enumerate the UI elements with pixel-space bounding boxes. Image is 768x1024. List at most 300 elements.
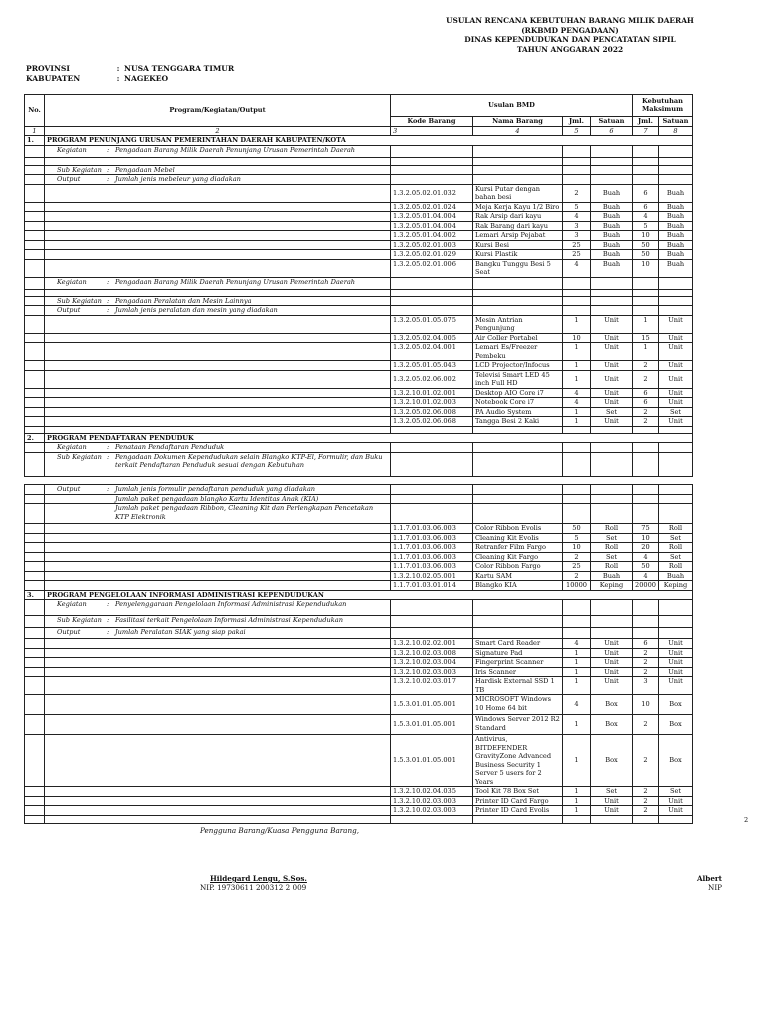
item-kode: 1.3.2.05.01.04.002: [391, 231, 473, 241]
empty-row: [25, 815, 693, 823]
item-kode: 1.3.2.05.02.01.024: [391, 202, 473, 212]
no-cell: [25, 735, 45, 787]
sub-kegiatan-row-label: Sub Kegiatan: [57, 165, 102, 174]
no-cell: [25, 370, 45, 388]
empty-cell: [591, 296, 633, 306]
item-row: [25, 250, 693, 260]
item-satuan: Unit: [591, 388, 633, 398]
item-kode: 1.3.2.05.02.01.006: [391, 259, 473, 277]
item-kebutuhan-jml: 2: [633, 787, 659, 797]
program-number: 3.: [25, 590, 45, 600]
empty-cell: [591, 494, 633, 504]
item-jml: 1: [563, 417, 591, 427]
item-jml: 4: [563, 388, 591, 398]
item-satuan: Unit: [591, 361, 633, 371]
program-cell: [45, 333, 391, 343]
output-row-content: [47, 485, 388, 494]
item-row: [25, 571, 693, 581]
item-row: [25, 407, 693, 417]
kegiatan-row: [25, 600, 693, 616]
item-satuan: Box: [591, 715, 633, 735]
item-satuan: Box: [591, 735, 633, 787]
item-nama: Signature Pad: [473, 648, 563, 658]
kegiatan-row-colon: :: [107, 277, 110, 286]
item-satuan: Buah: [591, 231, 633, 241]
empty-cell: [473, 145, 563, 157]
signatory-left-nip: NIP. 19730611 200312 2 009: [200, 883, 307, 892]
item-nama: Cleaning Kit Fargo: [473, 552, 563, 562]
column-number-row: [25, 126, 693, 136]
sub-kegiatan-row-colon: :: [107, 452, 110, 461]
program-cell: [45, 184, 391, 202]
program-cell: [45, 398, 391, 408]
empty-cell: [591, 165, 633, 175]
sub-kegiatan-row-cell: [45, 165, 391, 175]
item-jml: 1: [563, 407, 591, 417]
col-num: 2: [45, 126, 391, 136]
item-kode: 1.3.2.05.02.06.068: [391, 417, 473, 427]
sub-kegiatan-row-label: Sub Kegiatan: [57, 616, 102, 624]
page-number: 2: [744, 816, 749, 824]
item-kode: 1.5.3.01.01.05.001: [391, 735, 473, 787]
program-cell: [45, 695, 391, 715]
item-kebutuhan-jml: 10: [633, 259, 659, 277]
no-cell: [25, 504, 45, 524]
kegiatan-row-text: Pengadaan Barang Milik Daerah Penunjang Urusan Pemerintah Daerah: [115, 277, 356, 286]
no-cell: [25, 165, 45, 175]
item-kebutuhan-satuan: Buah: [659, 571, 693, 581]
item-kode: 1.1.7.01.03.06.003: [391, 533, 473, 543]
item-kode: 1.3.2.05.02.01.032: [391, 184, 473, 202]
item-row: [25, 398, 693, 408]
program-number: 1.: [25, 136, 45, 146]
item-jml: 25: [563, 240, 591, 250]
empty-cell: [633, 815, 659, 823]
program-cell: [45, 562, 391, 572]
sub-kegiatan-row-cell: [45, 616, 391, 628]
empty-cell: [633, 157, 659, 165]
no-cell: [25, 296, 45, 306]
item-jml: 1: [563, 361, 591, 371]
item-row: [25, 806, 693, 816]
no-cell: [25, 639, 45, 649]
item-row: [25, 184, 693, 202]
empty-cell: [591, 485, 633, 495]
empty-cell: [391, 289, 473, 296]
header-no: No.: [25, 95, 45, 127]
item-row: [25, 202, 693, 212]
item-nama: Antivirus, BITDEFENDER GravityZone Advanced Business Security 1 Server 5 users for 2 Years: [473, 735, 563, 787]
item-kebutuhan-satuan: Unit: [659, 417, 693, 427]
no-cell: [25, 388, 45, 398]
item-kode: 1.3.2.05.02.06.008: [391, 407, 473, 417]
col-num: 3: [391, 126, 473, 136]
item-jml: 10: [563, 543, 591, 553]
no-cell: [25, 452, 45, 476]
item-nama: Notebook Core i7: [473, 398, 563, 408]
item-kebutuhan-satuan: Set: [659, 533, 693, 543]
item-kode: 1.3.2.05.01.05.043: [391, 361, 473, 371]
item-kebutuhan-jml: 5: [633, 221, 659, 231]
kegiatan-row-label: Kegiatan: [57, 277, 87, 286]
item-kebutuhan-jml: 3: [633, 677, 659, 695]
empty-cell: [563, 616, 591, 628]
item-satuan: Buah: [591, 240, 633, 250]
no-cell: [25, 315, 45, 333]
item-jml: 3: [563, 231, 591, 241]
item-row: [25, 677, 693, 695]
no-cell: [25, 600, 45, 616]
item-jml: 10: [563, 333, 591, 343]
kegiatan-row-cell: [45, 443, 391, 453]
kegiatan-row-cell: [45, 277, 391, 289]
no-cell: [25, 184, 45, 202]
no-cell: [25, 221, 45, 231]
empty-cell: [633, 145, 659, 157]
empty-cell: [659, 277, 693, 289]
item-nama: MICROSOFT Windows 10 Home 64 bit: [473, 695, 563, 715]
empty-cell: [563, 289, 591, 296]
output-row: [25, 175, 693, 185]
item-kode: 1.1.7.01.03.06.003: [391, 543, 473, 553]
program-title: PROGRAM PENUNJANG URUSAN PEMERINTAHAN DAERAH KABUPATEN/KOTA: [45, 136, 693, 146]
item-kebutuhan-satuan: Buah: [659, 184, 693, 202]
col-num: 7: [633, 126, 659, 136]
empty-cell: [25, 157, 45, 165]
item-kode: 1.3.2.05.02.04.001: [391, 343, 473, 361]
item-jml: 4: [563, 212, 591, 222]
empty-cell: [563, 165, 591, 175]
output-row-label: Output: [57, 175, 81, 183]
item-jml: 2: [563, 552, 591, 562]
empty-cell: [633, 443, 659, 453]
item-nama: Windows Server 2012 R2 Standard: [473, 715, 563, 735]
item-satuan: Unit: [591, 639, 633, 649]
empty-cell: [633, 504, 659, 524]
empty-row: [25, 289, 693, 296]
empty-cell: [659, 443, 693, 453]
item-nama: Televisi Smart LED 45 inch Full HD: [473, 370, 563, 388]
item-row: [25, 315, 693, 333]
output-row-label: Output: [57, 485, 81, 493]
empty-cell: [591, 504, 633, 524]
item-jml: 1: [563, 715, 591, 735]
kegiatan-row-content: [47, 146, 388, 155]
item-kode: 1.3.2.10.02.04.035: [391, 787, 473, 797]
kegiatan-row-label: Kegiatan: [57, 600, 87, 608]
empty-cell: [391, 443, 473, 453]
header-jml: Jml.: [563, 117, 591, 127]
no-cell: [25, 806, 45, 816]
item-nama: Tangga Besi 2 Kaki: [473, 417, 563, 427]
empty-cell: [659, 815, 693, 823]
empty-cell: [659, 616, 693, 628]
empty-cell: [563, 306, 591, 316]
output-row-text: Jumlah jenis peralatan dan mesin yang diadakan: [115, 306, 278, 314]
no-cell: [25, 533, 45, 543]
kabupaten-label: KABUPATEN: [26, 74, 81, 83]
item-satuan: Keping: [591, 581, 633, 591]
empty-cell: [391, 452, 473, 476]
kegiatan-row-cell: [45, 600, 391, 616]
header-kode: Kode Barang: [391, 117, 473, 127]
empty-cell: [45, 289, 391, 296]
empty-cell: [563, 494, 591, 504]
kegiatan-row-content: [47, 600, 388, 609]
sub-kegiatan-row: [25, 165, 693, 175]
no-cell: [25, 571, 45, 581]
program-cell: [45, 648, 391, 658]
program-cell: [45, 677, 391, 695]
program-cell: [45, 787, 391, 797]
item-nama: Cleaning Kit Evolis: [473, 533, 563, 543]
no-cell: [25, 524, 45, 534]
item-kebutuhan-jml: 10: [633, 695, 659, 715]
pengguna-barang-label: Pengguna Barang/Kuasa Pengguna Barang,: [200, 826, 359, 835]
empty-cell: [563, 145, 591, 157]
item-kebutuhan-jml: 20000: [633, 581, 659, 591]
no-cell: [25, 259, 45, 277]
sub-kegiatan-row-content: [47, 297, 388, 306]
item-row: [25, 533, 693, 543]
empty-cell: [473, 815, 563, 823]
sub-kegiatan-row: [25, 296, 693, 306]
item-nama: Fingerprint Scanner: [473, 658, 563, 668]
empty-cell: [473, 175, 563, 185]
empty-cell: [391, 616, 473, 628]
item-kebutuhan-jml: 10: [633, 231, 659, 241]
output-cont-text: Jumlah paket pengadaan Ribbon, Cleaning Kit dan Perlengkapan Pencetakan KTP Elektronik: [115, 504, 374, 521]
kegiatan-row-colon: :: [107, 443, 110, 451]
item-row: [25, 552, 693, 562]
no-cell: [25, 667, 45, 677]
empty-cell: [391, 426, 473, 433]
rkbmd-table-page-bottom: [24, 484, 693, 824]
no-cell: [25, 407, 45, 417]
empty-cell: [591, 175, 633, 185]
empty-cell: [633, 452, 659, 476]
header-kjml: Jml.: [633, 117, 659, 127]
empty-cell: [563, 443, 591, 453]
no-cell: [25, 231, 45, 241]
program-cell: [45, 388, 391, 398]
provinsi-value: NUSA TENGGARA TIMUR: [124, 64, 235, 73]
no-cell: [25, 796, 45, 806]
no-cell: [25, 677, 45, 695]
empty-cell: [563, 815, 591, 823]
item-kebutuhan-satuan: Unit: [659, 388, 693, 398]
item-satuan: Buah: [591, 212, 633, 222]
empty-cell: [473, 157, 563, 165]
item-kebutuhan-jml: 75: [633, 524, 659, 534]
item-satuan: Unit: [591, 315, 633, 333]
provinsi-label: PROVINSI: [26, 64, 70, 73]
item-kebutuhan-jml: 20: [633, 543, 659, 553]
empty-cell: [659, 145, 693, 157]
item-kebutuhan-jml: 4: [633, 552, 659, 562]
program-row: [25, 433, 693, 443]
item-nama: Kursi Besi: [473, 240, 563, 250]
item-satuan: Buah: [591, 202, 633, 212]
program-row: [25, 136, 693, 146]
header-satuan: Satuan: [591, 117, 633, 127]
empty-cell: [659, 600, 693, 616]
no-cell: [25, 417, 45, 427]
item-kode: 1.3.2.10.02.03.003: [391, 796, 473, 806]
item-row: [25, 658, 693, 668]
item-row: [25, 667, 693, 677]
item-satuan: Buah: [591, 184, 633, 202]
program-cell: [45, 370, 391, 388]
empty-cell: [563, 628, 591, 639]
item-kebutuhan-satuan: Unit: [659, 658, 693, 668]
item-nama: Retranfer Film Fargo: [473, 543, 563, 553]
program-cell: [45, 715, 391, 735]
item-satuan: Set: [591, 407, 633, 417]
output-row-colon: :: [107, 628, 110, 636]
output-row-content: [47, 306, 388, 315]
empty-cell: [659, 306, 693, 316]
empty-cell: [391, 306, 473, 316]
output-row-content: [47, 628, 388, 637]
item-satuan: Unit: [591, 398, 633, 408]
item-row: [25, 221, 693, 231]
item-kebutuhan-satuan: Unit: [659, 648, 693, 658]
item-kebutuhan-satuan: Buah: [659, 221, 693, 231]
signatory-right-name: Albert: [696, 874, 722, 883]
item-row: [25, 417, 693, 427]
output-continuation-row: [25, 504, 693, 524]
empty-cell: [473, 504, 563, 524]
item-satuan: Set: [591, 533, 633, 543]
item-row: [25, 361, 693, 371]
empty-cell: [45, 157, 391, 165]
item-nama: Blangko KIA: [473, 581, 563, 591]
item-jml: 5: [563, 533, 591, 543]
sub-kegiatan-row-colon: :: [107, 616, 110, 624]
output-row-colon: :: [107, 175, 110, 183]
item-kebutuhan-satuan: Unit: [659, 639, 693, 649]
header-ksatuan: Satuan: [659, 117, 693, 127]
item-kebutuhan-satuan: Unit: [659, 343, 693, 361]
item-kode: 1.1.7.01.03.06.003: [391, 524, 473, 534]
kabupaten-value: NAGEKEO: [124, 74, 169, 83]
no-cell: [25, 175, 45, 185]
item-kode: 1.3.2.10.02.03.008: [391, 648, 473, 658]
item-nama: Meja Kerja Kayu 1/2 Biro: [473, 202, 563, 212]
item-kode: 1.5.3.01.01.05.001: [391, 715, 473, 735]
empty-cell: [391, 165, 473, 175]
item-satuan: Roll: [591, 543, 633, 553]
empty-cell: [633, 600, 659, 616]
item-satuan: Unit: [591, 333, 633, 343]
no-cell: [25, 581, 45, 591]
item-kebutuhan-satuan: Unit: [659, 677, 693, 695]
item-kode: 1.1.7.01.03.06.003: [391, 562, 473, 572]
document-header: [360, 16, 768, 54]
empty-cell: [25, 426, 45, 433]
kegiatan-row: [25, 443, 693, 453]
empty-cell: [45, 815, 391, 823]
program-cell: [45, 658, 391, 668]
item-kebutuhan-satuan: Buah: [659, 250, 693, 260]
item-jml: 1: [563, 677, 591, 695]
item-nama: Color Ribbon Fargo: [473, 562, 563, 572]
empty-cell: [633, 485, 659, 495]
item-row: [25, 343, 693, 361]
kegiatan-row-label: Kegiatan: [57, 145, 87, 154]
empty-cell: [563, 296, 591, 306]
sub-kegiatan-row-content: [47, 453, 388, 470]
item-satuan: Set: [591, 552, 633, 562]
no-cell: [25, 715, 45, 735]
header-nama: Nama Barang: [473, 117, 563, 127]
sub-kegiatan-row: [25, 616, 693, 628]
output-row-text: Jumlah jenis formulir pendaftaran penduduk yang diadakan: [115, 485, 316, 493]
empty-cell: [659, 504, 693, 524]
item-kode: 1.3.2.05.01.04.004: [391, 212, 473, 222]
output-cont-cell: [45, 494, 391, 504]
sub-kegiatan-row-colon: :: [107, 296, 110, 305]
item-nama: Kursi Putar dengan bahan besi: [473, 184, 563, 202]
empty-cell: [473, 485, 563, 495]
item-kebutuhan-satuan: Unit: [659, 806, 693, 816]
no-cell: [25, 562, 45, 572]
item-row: [25, 231, 693, 241]
output-row-colon: :: [107, 485, 110, 493]
empty-cell: [591, 443, 633, 453]
item-row: [25, 581, 693, 591]
item-kebutuhan-satuan: Keping: [659, 581, 693, 591]
item-kode: 1.3.2.05.02.01.029: [391, 250, 473, 260]
empty-cell: [25, 289, 45, 296]
empty-cell: [633, 628, 659, 639]
item-kebutuhan-jml: 2: [633, 735, 659, 787]
no-cell: [25, 250, 45, 260]
item-satuan: Roll: [591, 562, 633, 572]
item-jml: 4: [563, 259, 591, 277]
item-satuan: Unit: [591, 667, 633, 677]
empty-cell: [391, 175, 473, 185]
item-jml: 50: [563, 524, 591, 534]
output-row-label: Output: [57, 628, 81, 636]
item-row: [25, 695, 693, 715]
item-nama: Kartu SAM: [473, 571, 563, 581]
empty-cell: [591, 628, 633, 639]
no-cell: [25, 240, 45, 250]
col-num: 4: [473, 126, 563, 136]
item-kebutuhan-jml: 6: [633, 202, 659, 212]
item-row: [25, 212, 693, 222]
item-satuan: Unit: [591, 658, 633, 668]
empty-cell: [473, 616, 563, 628]
header-program: Program/Kegiatan/Output: [45, 95, 391, 127]
col-num: 6: [591, 126, 633, 136]
item-jml: 1: [563, 735, 591, 787]
item-nama: Mesin Antrian Pengunjung: [473, 315, 563, 333]
output-row-cell: [45, 485, 391, 495]
output-row-label: Output: [57, 306, 81, 314]
empty-cell: [391, 485, 473, 495]
header-line-4: TAHUN ANGGARAN 2022: [516, 44, 624, 54]
program-row: [25, 590, 693, 600]
signatory-right-nip: NIP: [708, 883, 722, 892]
item-nama: Air Coller Portabel: [473, 333, 563, 343]
item-jml: 1: [563, 667, 591, 677]
item-kebutuhan-jml: 6: [633, 388, 659, 398]
item-row: [25, 648, 693, 658]
program-cell: [45, 543, 391, 553]
